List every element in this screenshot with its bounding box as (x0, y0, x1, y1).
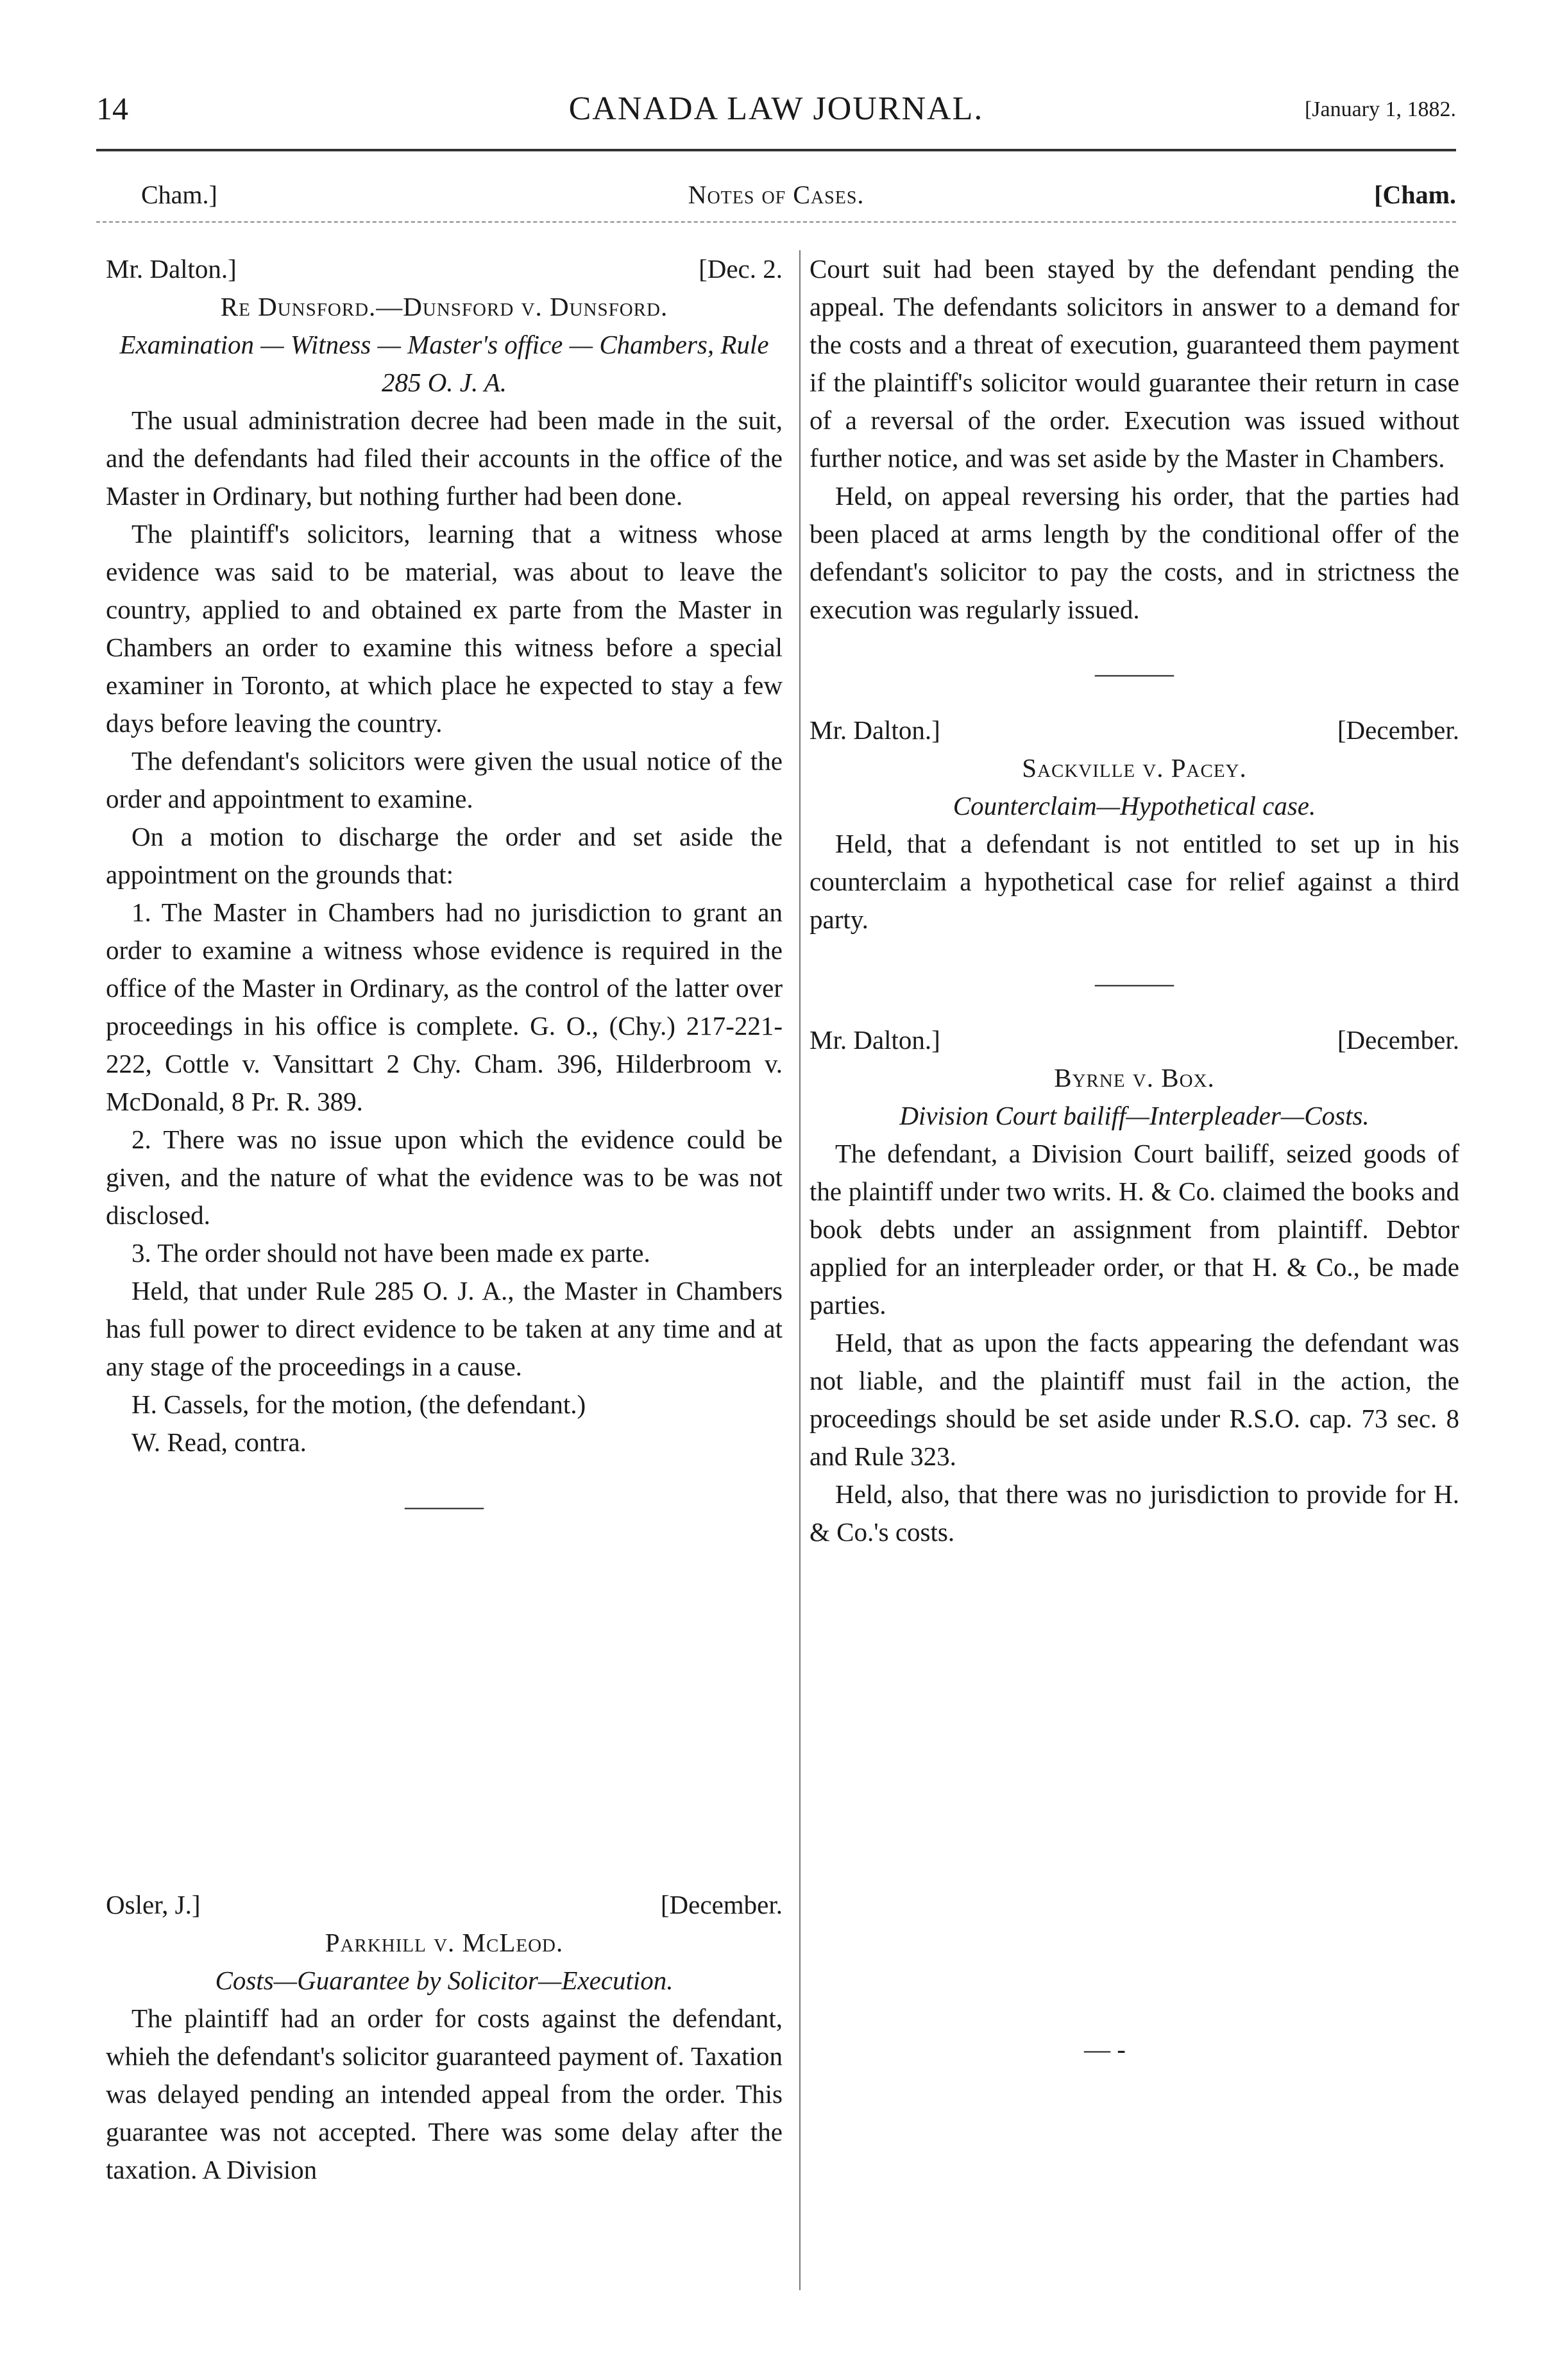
case-judge: Mr. Dalton.] (810, 715, 940, 745)
case-date: [December. (1337, 1025, 1459, 1055)
case-headnote: Division Court bailiff—Interpleader—Costs. (899, 1101, 1369, 1130)
case-judge: Osler, J.] (106, 1890, 201, 1919)
case-meta (106, 1886, 783, 1924)
right-column (810, 250, 1459, 1551)
case-separator: ——— (405, 1491, 484, 1520)
case-judge: Mr. Dalton.] (106, 254, 237, 284)
case-meta (810, 1021, 1459, 1059)
trailing-mark: — - (1084, 2034, 1126, 2064)
case-paragraph: The defendant's solicitors were given the usual notice of the order and appointment to examine. (106, 746, 783, 813)
counsel-line: H. Cassels, for the motion, (the defendant.) (131, 1390, 586, 1419)
case-paragraph: 2. There was no issue upon which the evidence could be given, and the nature of what the evidence was to be was not disclosed. (106, 1125, 783, 1230)
section-title: Notes of Cases. (688, 180, 865, 209)
case-paragraph: The plaintiff's solicitors, learning that a witness whose evidence was said to be material, was about to leave the country, applied to and obtained ex parte from the Master in Chambers an order to examine this witness before a special examiner in Toronto, at which place he expected to stay a few days before leaving the country. (106, 519, 783, 738)
case-date: [December. (660, 1890, 783, 1919)
case-paragraph: The defendant, a Division Court bailiff, seized goods of the plaintiff under two writs. H. & Co. claimed the books and book debts under an assignment from plaintiff. Debtor applied for an interpleader order, or that H. & Co., be made parties. (810, 1139, 1459, 1320)
case-headnote: Costs—Guarantee by Solicitor—Execution. (215, 1966, 674, 1995)
case-paragraph: Held, also, that there was no jurisdiction to provide for H. & Co.'s costs. (810, 1479, 1459, 1547)
case-meta (810, 711, 1459, 749)
case-headnote: Counterclaim—Hypothetical case. (953, 791, 1316, 820)
section-header (96, 180, 1456, 216)
case-paragraph: The plaintiff had an order for costs against the defendant, whieh the defendant's solicitor guaranteed payment of. Taxation was delayed pending an intended appeal from the order. This guarantee was not accepted. There was some delay after the taxation. A Division (106, 2003, 783, 2184)
case-paragraph: Held, that as upon the facts appearing the defendant was not liable, and the plaintiff must fail in the action, the proceedings should be set aside under R.S.O. cap. 73 sec. 8 and Rule 323. (810, 1328, 1459, 1471)
section-right: [Cham. (1374, 180, 1456, 209)
running-header (96, 90, 1456, 141)
header-rule (96, 149, 1456, 151)
case-paragraph: 3. The order should not have been made ex parte. (131, 1238, 650, 1268)
case-paragraph: Held, that under Rule 285 O. J. A., the Master in Chambers has full power to direct evidence to be taken at any time and at any stage of the proceedings in a cause. (106, 1276, 783, 1381)
case-paragraph: Held, on appeal reversing his order, that the parties had been placed at arms length by the conditional offer of the defendant's solicitor to pay the costs, and in strictness the execution was regularly issued. (810, 481, 1459, 624)
column-divider (799, 250, 801, 2290)
issue-date: [January 1, 1882. (1304, 98, 1456, 121)
case-paragraph: Held, that a defendant is not entitled to set up in his counterclaim a hypothetical case for relief against a third party. (810, 829, 1459, 934)
case-title: Parkhill v. McLeod. (325, 1928, 564, 1957)
case-separator: ——— (1095, 968, 1174, 998)
section-rule (96, 221, 1456, 223)
left-column-lower (106, 1886, 783, 2189)
case-title: Byrne v. Box. (1054, 1063, 1215, 1092)
case-title: Re Dunsford.—Dunsford v. Dunsford. (220, 292, 668, 321)
case-title: Sackville v. Pacey. (1022, 753, 1247, 783)
page-number: 14 (96, 90, 128, 126)
case-paragraph: On a motion to discharge the order and set aside the appointment on the grounds that: (106, 822, 783, 889)
case-date: [Dec. 2. (699, 254, 783, 284)
case-paragraph: 1. The Master in Chambers had no jurisdiction to grant an order to examine a witness whose evidence is required in the office of the Master in Ordinary, as the control of the latter over proceedings in his office is complete. G. O., (Chy.) 217-221-222, Cottle v. Vansittart 2 Chy. Cham. 396, Hilderbroom v. McDonald, 8 Pr. R. 389. (106, 897, 783, 1116)
case-paragraph: Court suit had been stayed by the defendant pending the appeal. The defendants solicitors in answer to a demand for the costs and a threat of execution, guaranteed them payment if the plaintiff's solicitor would guarantee their return in case of a reversal of the order. Execution was issued without further notice, and was set aside by the Master in Chambers. (810, 254, 1459, 473)
case-date: [December. (1337, 715, 1459, 745)
left-column (106, 250, 783, 1544)
case-judge: Mr. Dalton.] (810, 1025, 940, 1055)
journal-title: CANADA LAW JOURNAL. (568, 90, 984, 127)
case-separator: ——— (1095, 658, 1174, 688)
case-paragraph: The usual administration decree had been made in the suit, and the defendants had filed their accounts in the office of the Master in Ordinary, but nothing further had been done. (106, 405, 783, 511)
case-meta (106, 250, 783, 288)
case-headnote: Examination — Witness — Master's office — Chambers, Rule 285 O. J. A. (119, 330, 769, 397)
section-left: Cham.] (141, 180, 217, 209)
counsel-line: W. Read, contra. (131, 1427, 307, 1457)
